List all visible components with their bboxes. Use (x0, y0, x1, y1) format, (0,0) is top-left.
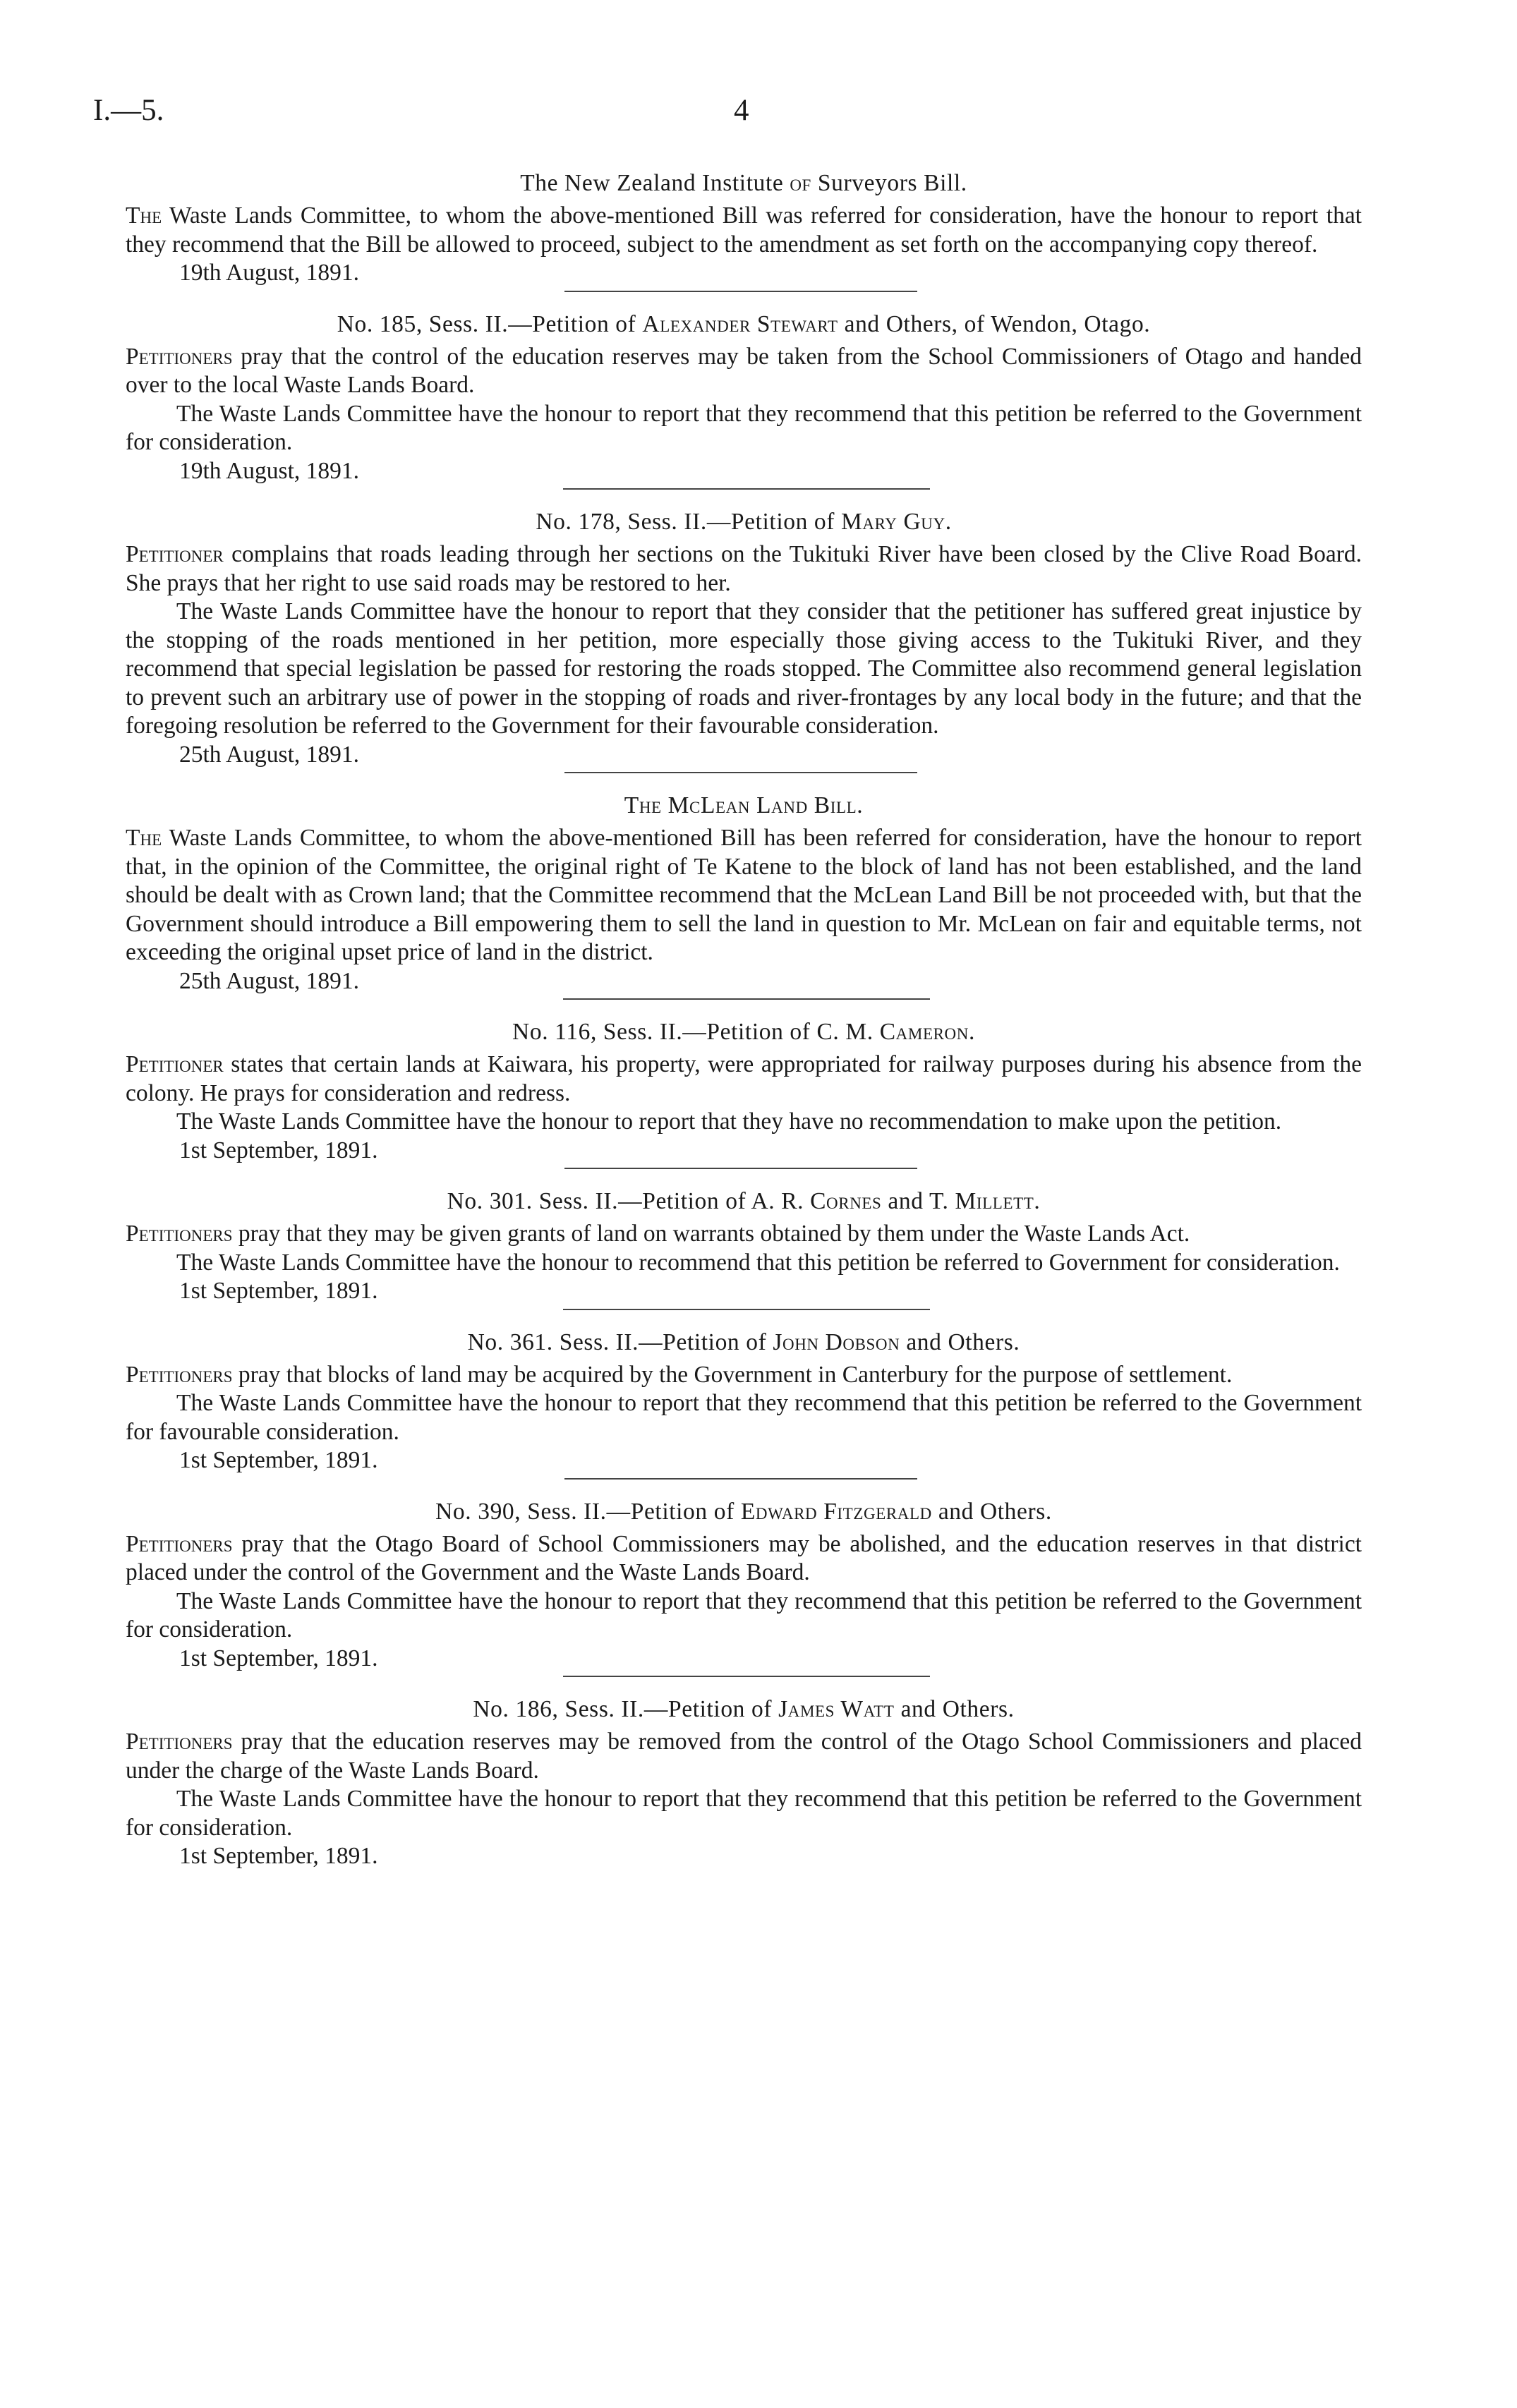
report-paragraph (126, 400, 1362, 457)
report-paragraph (126, 824, 1362, 967)
paragraph-text: pray that the control of the education reserves may be taken from the School Commissioners of Otago and handed over to the local Waste Lands Board. (126, 343, 1362, 398)
paragraph-lead-word: Petitioners (126, 1530, 233, 1557)
report-paragraph (126, 1587, 1362, 1645)
document-body (126, 169, 1362, 1871)
report-paragraph (126, 1249, 1362, 1278)
section-divider (564, 772, 917, 773)
section-divider (564, 291, 917, 292)
title-text: The New Zealand Institute (520, 170, 784, 196)
title-text: . (968, 1019, 975, 1045)
paragraph-lead-word: Petitioners (126, 1361, 233, 1388)
paragraph-lead-word: Petitioners (126, 1729, 233, 1755)
title-text: No. 178, Sess. II.—Petition of (536, 509, 842, 535)
title-name: Mary Guy (841, 509, 945, 535)
section-title (126, 508, 1362, 536)
page-number: 4 (734, 94, 749, 127)
title-text: . (945, 509, 952, 535)
paragraph-text: pray that the Otago Board of School Commissioners may be abolished, and the education reserves in that district placed under the control of the Government and the Waste Lands Board. (126, 1530, 1362, 1585)
report-paragraph (126, 598, 1362, 741)
section-title (126, 169, 1362, 198)
report-section (126, 508, 1362, 773)
report-date: 1st September, 1891. (179, 1137, 378, 1163)
title-text: No. 390, Sess. II.—Petition of (435, 1498, 741, 1525)
title-text: and T. (881, 1188, 955, 1214)
paragraph-lead-word: Petitioners (126, 343, 233, 370)
title-name: Alexander Stewart (642, 310, 838, 337)
paragraph-text: pray that the education reserves may be removed from the control of the Otago School Commissioners and placed under the charge of the Waste Lands Board. (126, 1729, 1362, 1784)
section-title (126, 1695, 1362, 1724)
paragraph-text: states that certain lands at Kaiwara, his property, were appropriated for railway purposes during his absence from the colony. He prays for consideration and redress. (126, 1051, 1362, 1106)
report-section (126, 310, 1362, 490)
paragraph-lead-word: Petitioner (126, 1051, 224, 1077)
report-date: 25th August, 1891. (179, 967, 359, 994)
report-date: 19th August, 1891. (179, 260, 359, 286)
report-date: 19th August, 1891. (179, 457, 359, 484)
title-text: No. 361. Sess. II.—Petition of (467, 1329, 773, 1355)
title-name: Millett (955, 1188, 1034, 1214)
paragraph-text: The Waste Lands Committee have the honour to report that they recommend that this petition be referred to the Government for favourable consideration. (126, 1390, 1362, 1445)
document-reference: I.—5. (93, 94, 164, 127)
report-paragraph (126, 1728, 1362, 1785)
report-section (126, 792, 1362, 1000)
paragraph-lead-word: The (126, 202, 162, 229)
report-date: 1st September, 1891. (179, 1278, 378, 1304)
section-divider (564, 1168, 917, 1169)
title-name: Edward Fitzgerald (740, 1498, 932, 1525)
report-section (126, 1187, 1362, 1310)
report-paragraph (126, 1220, 1362, 1249)
title-name: John Dobson (773, 1329, 900, 1355)
report-date: 1st September, 1891. (179, 1843, 378, 1869)
report-paragraph (126, 202, 1362, 259)
title-text: No. 301. Sess. II.—Petition of A. R. (447, 1188, 811, 1214)
paragraph-lead-word: Petitioner (126, 541, 224, 567)
report-paragraph (126, 1361, 1362, 1390)
paragraph-text: pray that blocks of land may be acquired by the Government in Canterbury for the purpose of settlement. (232, 1361, 1233, 1388)
paragraph-text: The Waste Lands Committee have the honour to report that they recommend that this petition be referred to the Government for consideration. (126, 400, 1362, 455)
title-name: James Watt (778, 1696, 895, 1722)
report-paragraph (126, 1108, 1362, 1137)
section-title (126, 310, 1362, 339)
paragraph-text: pray that they may be given grants of land on warrants obtained by them under the Waste Lands Act. (232, 1221, 1190, 1247)
paragraph-lead-word: Petitioners (126, 1221, 233, 1247)
paragraph-text: Waste Lands Committee, to whom the above-mentioned Bill has been referred for consideration, have the honour to report that, in the opinion of the Committee, the original right of Te Katene to the block of land has not been established, and the land should be dealt with as Crown land; that the Committee recommend that the McLean Land Bill be not proceeded with, but that the Government should introduce a Bill empowering them to sell the land in question to Mr. McLean on fair and equitable terms, not exceeding the original upset price of land in the district. (126, 825, 1362, 965)
report-paragraph (126, 1530, 1362, 1587)
report-date: 1st September, 1891. (179, 1447, 378, 1473)
section-title (126, 1498, 1362, 1526)
report-section (126, 1018, 1362, 1169)
paragraph-text: Waste Lands Committee, to whom the above-mentioned Bill was referred for consideration, have the honour to report that they recommend that the Bill be allowed to proceed, subject to the amendment as set forth on the accompanying copy thereof. (126, 202, 1362, 258)
title-text: and Others. (931, 1498, 1052, 1525)
paragraph-text: complains that roads leading through her sections on the Tukituki River have been closed by the Clive Road Board. She prays that her right to use said roads may be restored to her. (126, 541, 1362, 596)
section-title (126, 792, 1362, 820)
paragraph-text: The Waste Lands Committee have the honour to report that they have no recommendation to make upon the petition. (176, 1108, 1282, 1135)
section-divider (564, 1478, 917, 1480)
report-section (126, 1695, 1362, 1871)
paragraph-text: The Waste Lands Committee have the honour to report that they recommend that this petition be referred to the Government for consideration. (126, 1587, 1362, 1642)
title-text: and Others, of Wendon, Otago. (838, 310, 1151, 337)
paragraph-text: The Waste Lands Committee have the honour to report that they consider that the petitioner has suffered great injustice by the stopping of the roads mentioned in her petition, more especially those giving access to the Tukituki River, and they recommend that special legislation be passed for restoring the roads stopped. The Committee also recommend general legislation to prevent such an arbitrary use of power in the stopping of roads and river-frontages by any local body in the future; and that the foregoing resolution be referred to the Government for their favourable consideration. (126, 598, 1362, 739)
paragraph-lead-word: The (126, 825, 162, 851)
report-paragraph (126, 1051, 1362, 1108)
title-text: No. 185, Sess. II.—Petition of (337, 310, 643, 337)
section-divider (563, 998, 930, 1000)
title-name: The McLean Land Bill. (624, 792, 864, 818)
report-section (126, 1498, 1362, 1678)
title-name: of (783, 170, 818, 196)
title-text: Surveyors Bill. (817, 170, 967, 196)
title-text: . (1034, 1188, 1041, 1214)
report-section (126, 1329, 1362, 1480)
title-text: No. 116, Sess. II.—Petition of C. M. (512, 1019, 880, 1045)
paragraph-text: The Waste Lands Committee have the honour to recommend that this petition be referred to Government for consideration. (176, 1249, 1340, 1276)
title-name: Cameron (879, 1019, 969, 1045)
report-paragraph (126, 1389, 1362, 1446)
section-divider (563, 1676, 930, 1677)
title-name: Cornes (810, 1188, 882, 1214)
section-divider (563, 488, 930, 490)
title-text: and Others. (900, 1329, 1020, 1355)
report-date: 25th August, 1891. (179, 741, 359, 768)
title-text: and Others. (894, 1696, 1015, 1722)
report-paragraph (126, 343, 1362, 400)
page-header (0, 93, 1517, 135)
report-paragraph (126, 540, 1362, 598)
section-title (126, 1329, 1362, 1357)
section-divider (563, 1309, 930, 1310)
paragraph-text: The Waste Lands Committee have the honour to report that they recommend that this petition be referred to the Government for consideration. (126, 1786, 1362, 1841)
report-date: 1st September, 1891. (179, 1645, 378, 1671)
section-title (126, 1018, 1362, 1046)
report-section (126, 169, 1362, 292)
section-title (126, 1187, 1362, 1216)
report-paragraph (126, 1785, 1362, 1842)
title-text: No. 186, Sess. II.—Petition of (473, 1696, 779, 1722)
